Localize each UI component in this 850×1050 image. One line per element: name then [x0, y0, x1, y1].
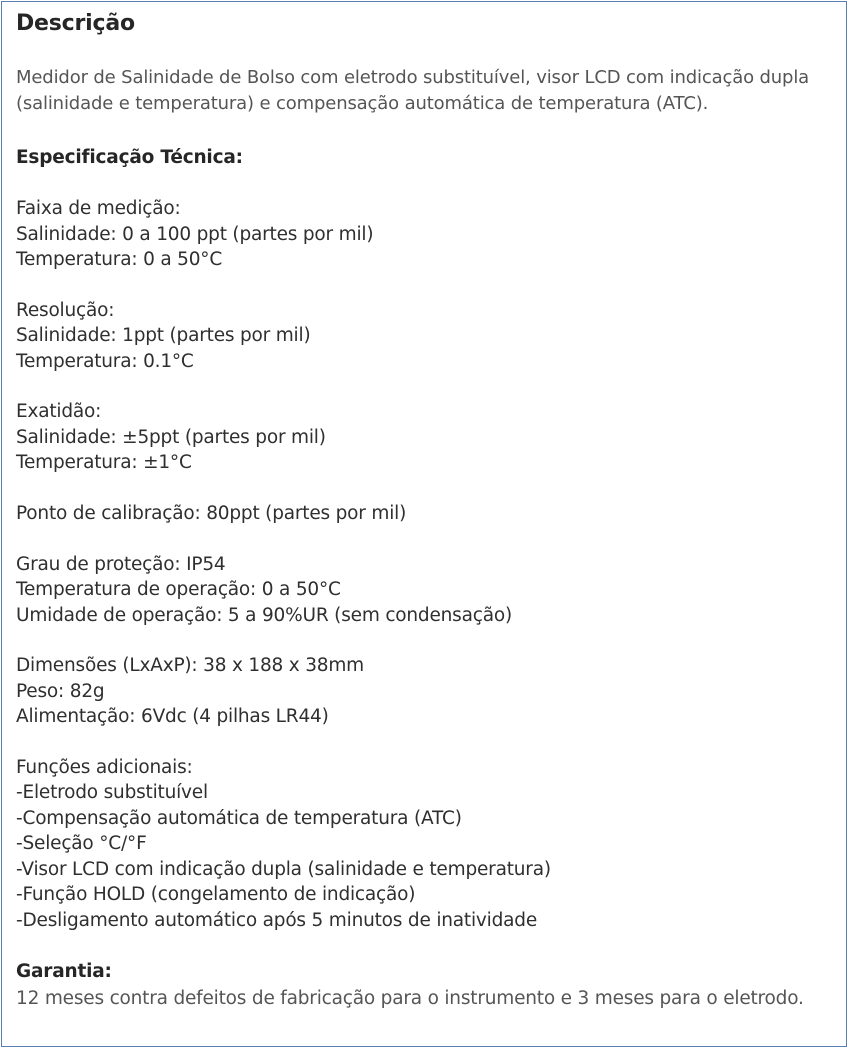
function-item: -Visor LCD com indicação dupla (salinidade e temperatura) [16, 859, 551, 880]
specs-heading: Especificação Técnica: [16, 147, 243, 168]
protection-grade: Grau de proteção: IP54 [16, 554, 226, 575]
warranty-text: 12 meses contra defeitos de fabricação para o instrumento e 3 meses para o eletrodo. [16, 988, 804, 1009]
range-label: Faixa de medição: [16, 198, 181, 219]
description-heading: Descrição [16, 11, 135, 36]
accuracy-temperature: Temperatura: ±1°C [16, 452, 192, 473]
range-temperature: Temperatura: 0 a 50°C [16, 249, 223, 270]
function-item: -Seleção °C/°F [16, 833, 147, 854]
resolution-temperature: Temperatura: 0.1°C [16, 351, 194, 372]
accuracy-salinity: Salinidade: ±5ppt (partes por mil) [16, 427, 326, 448]
function-item: -Eletrodo substituível [16, 782, 208, 803]
resolution-label: Resolução: [16, 300, 115, 321]
description-text: Medidor de Salinidade de Bolso com eletrodo substituível, visor LCD com indicação dupla (salinidade e temperatura) e compensação automática de temperatura (ATC). [16, 67, 810, 114]
accuracy-label: Exatidão: [16, 401, 102, 422]
function-item: -Função HOLD (congelamento de indicação) [16, 884, 416, 905]
operating-temperature: Temperatura de operação: 0 a 50°C [16, 579, 341, 600]
operating-humidity: Umidade de operação: 5 a 90%UR (sem condensação) [16, 605, 513, 626]
range-salinity: Salinidade: 0 a 100 ppt (partes por mil) [16, 224, 374, 245]
functions-label: Funções adicionais: [16, 757, 193, 778]
resolution-salinity: Salinidade: 1ppt (partes por mil) [16, 325, 311, 346]
dimensions: Dimensões (LxAxP): 38 x 188 x 38mm [16, 655, 364, 676]
function-item: -Desligamento automático após 5 minutos de inatividade [16, 910, 538, 931]
calibration-point: Ponto de calibração: 80ppt (partes por mil) [16, 503, 407, 524]
product-description-panel [1, 1, 847, 1047]
power-supply: Alimentação: 6Vdc (4 pilhas LR44) [16, 706, 329, 727]
function-item: -Compensação automática de temperatura (ATC) [16, 808, 462, 829]
warranty-heading: Garantia: [16, 961, 112, 982]
weight: Peso: 82g [16, 681, 105, 702]
